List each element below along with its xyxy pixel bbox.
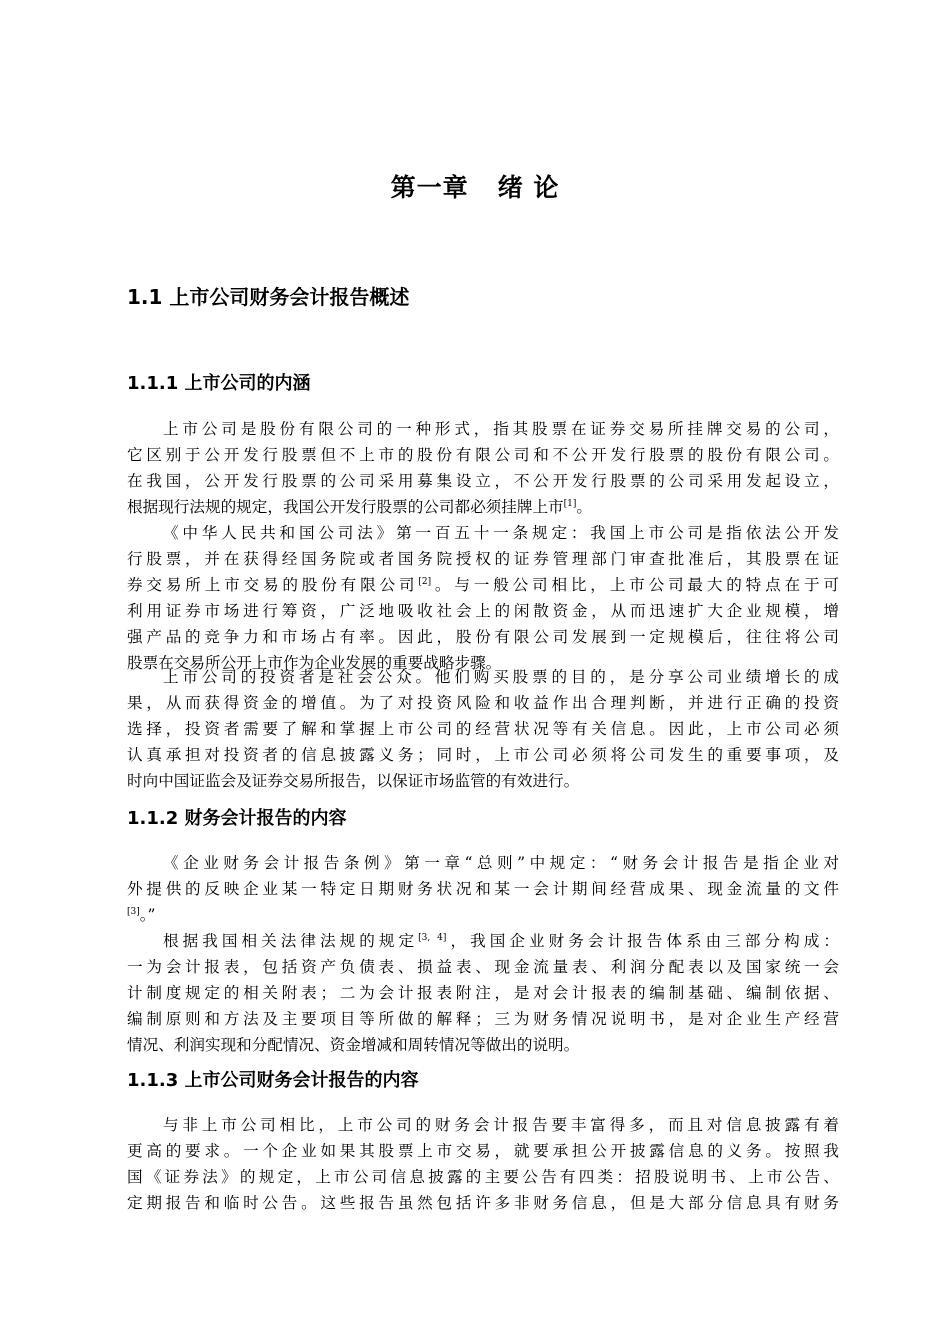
paragraph xyxy=(127,1112,839,1216)
subsection-heading: 1.1.3 上市公司财务会计报告的内容 xyxy=(127,1070,419,1091)
text-line: 行股票，并在获得经国务院或者国务院授权的证券管理部门审查批准后，其股票在证 xyxy=(127,550,839,568)
text-line: 国《证券法》的规定，上市公司信息披露的主要公告有四类：招股说明书、上市公告、 xyxy=(127,1168,839,1186)
paragraph xyxy=(127,928,839,1058)
paragraph xyxy=(127,850,839,928)
text-line: 《中华人民共和国公司法》第一百五十一条规定：我国上市公司是指依法公开发 xyxy=(163,524,839,542)
text-run: 根据现行法规的规定，我国公开发行股票的公司都必须挂牌上市 xyxy=(127,498,564,516)
text-line: 定期报告和临时公告。这些报告虽然包括许多非财务信息，但是大部分信息具有财务 xyxy=(127,1194,839,1212)
text-line: 在我国，公开发行股票的公司采用募集设立，不公开发行股票的公司采用发起设立， xyxy=(127,472,839,490)
text-line: 上市公司是股份有限公司的一种形式，指其股票在证券交易所挂牌交易的公司， xyxy=(163,420,839,438)
text-run: 。 xyxy=(576,498,592,516)
paragraph xyxy=(127,520,839,676)
text-line: 编制原则和方法及主要项目等所做的解释；三为财务情况说明书，是对企业生产经营 xyxy=(127,1010,839,1028)
text-line: 它区别于公开发行股票但不上市的股份有限公司和不公开发行股票的股份有限公司。 xyxy=(127,446,839,464)
subsection-heading: 1.1.2 财务会计报告的内容 xyxy=(127,808,347,829)
chapter-title: 第一章 绪 论 xyxy=(390,173,560,202)
paragraph xyxy=(127,416,839,520)
text-line: 上市公司的投资者是社会公众。他们购买股票的目的，是分享公司业绩增长的成 xyxy=(163,668,839,686)
text-line: 《企业财务会计报告条例》第一章“总则”中规定：“财务会计报告是指企业对 xyxy=(163,854,839,872)
citation-marker: [2] xyxy=(418,576,432,587)
text-run: 。与一般公司相比，上市公司最大的特点在于可 xyxy=(431,576,839,594)
text-line xyxy=(127,928,839,954)
text-line xyxy=(127,494,839,520)
text-line: 果，从而获得资金的增值。为了对投资风险和收益作出合理判断，并进行正确的投资 xyxy=(127,694,839,712)
citation-marker: [3, 4] xyxy=(418,932,447,943)
paragraph xyxy=(127,664,839,794)
text-line: 情况、利润实现和分配情况、资金增减和周转情况等做出的说明。 xyxy=(127,1036,580,1054)
section-heading: 1.1 上市公司财务会计报告概述 xyxy=(127,285,410,309)
text-run: 。” xyxy=(139,906,156,924)
text-line xyxy=(127,572,839,598)
citation-marker: [3] xyxy=(127,906,140,917)
subsection-heading: 1.1.1 上市公司的内涵 xyxy=(127,373,311,394)
text-line: 更高的要求。一个企业如果其股票上市交易，就要承担公开披露信息的义务。按照我 xyxy=(127,1142,839,1160)
text-line: 选择，投资者需要了解和掌握上市公司的经营状况等有关信息。因此，上市公司必须 xyxy=(127,720,839,738)
text-line: 计制度规定的相关附表；二为会计报表附注，是对会计报表的编制基础、编制依据、 xyxy=(127,984,839,1002)
citation-marker: [1] xyxy=(563,498,577,509)
text-line: 股票在交易所公开上市作为企业发展的重要战略步骤。 xyxy=(127,654,502,672)
text-line xyxy=(127,902,839,928)
text-line: 强产品的竞争力和市场占有率。因此，股份有限公司发展到一定规模后，往往将公司 xyxy=(127,628,839,646)
text-line: 外提供的反映企业某一特定日期财务状况和某一会计期间经营成果、现金流量的文件 xyxy=(127,880,839,898)
text-line: 认真承担对投资者的信息披露义务；同时，上市公司必须将公司发生的重要事项，及 xyxy=(127,746,839,764)
text-run: 根据我国相关法律法规的规定 xyxy=(163,932,419,950)
text-line: 利用证券市场进行筹资，广泛地吸收社会上的闲散资金，从而迅速扩大企业规模，增 xyxy=(127,602,839,620)
text-line: 时向中国证监会及证券交易所报告，以保证市场监管的有效进行。 xyxy=(127,772,580,790)
text-line: 一为会计报表，包括资产负债表、损益表、现金流量表、利润分配表以及国家统一会 xyxy=(127,958,839,976)
text-line: 与非上市公司相比，上市公司的财务会计报告要丰富得多，而且对信息披露有着 xyxy=(163,1116,839,1134)
text-run: 券交易所上市交易的股份有限公司 xyxy=(127,576,419,594)
text-run: ，我国企业财务会计报告体系由三部分构成： xyxy=(446,932,839,950)
